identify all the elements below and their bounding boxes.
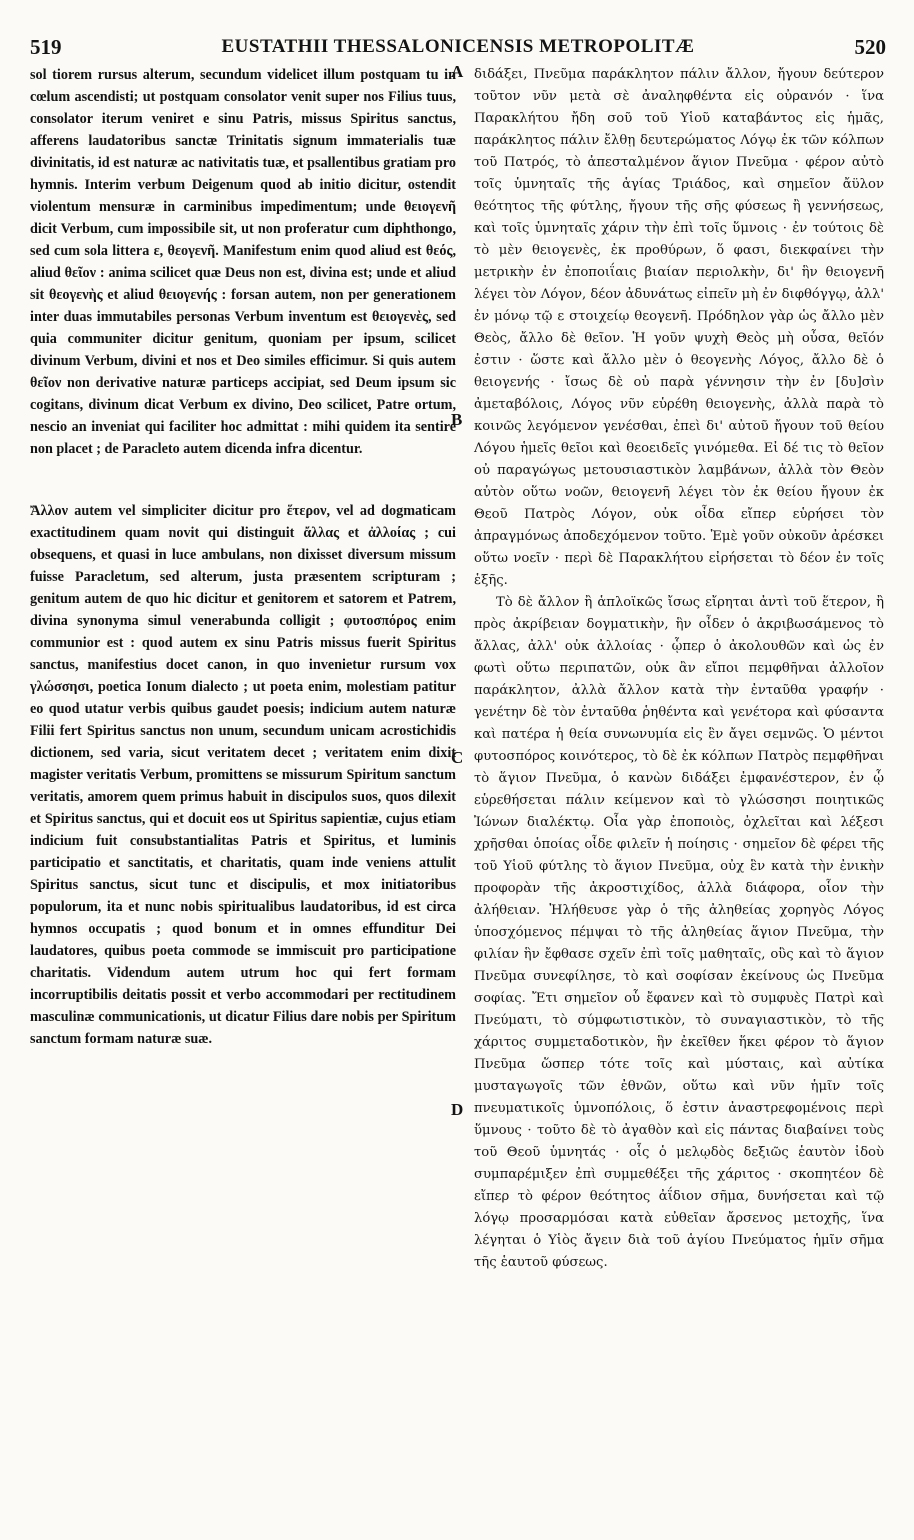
greek-column bbox=[474, 64, 884, 1274]
page-number-left: 519 bbox=[30, 34, 62, 59]
section-marker-b: B bbox=[451, 410, 463, 429]
section-marker-c: C bbox=[451, 748, 464, 767]
section-marker-d: D bbox=[451, 1100, 464, 1119]
latin-column bbox=[30, 64, 456, 1050]
running-title: EUSTATHII THESSALONICENSIS METROPOLITÆ bbox=[221, 36, 695, 57]
latin-paragraph-2: Ἄλλον autem vel simpliciter dicitur pro ἕτερον, vel ad dogmaticam exactitudinem quam novit qui distinguit ἄλλας et ἀλλοίας ; cui obsequens, et quasi in luce ambulans, non dixisset diversum missum fuisse Paracletum, sed alterum, justa præsentem scripturam ; genitum autem de quo hic dicitur et genitorem et satorem et Patrem, divina synonyma simul venerabunda colligit ; φυτοσπόρος enim communior est : quod autem ex sinu Patris missus fuerit Spiritus sanctus, manifestius docet canon, in quo invenietur rursum vox γλώσσησι, poetica Ionum dialecto ; ut poeta enim, molestiam patitur eo quod utatur verbis quibus gaudet poesis; indicium autem naturæ Filii fert Spiritus sanctus non unum, secundum unicam acrostichidis dictionem, sed varia, sicut veritatem decet ; veritatem enim dixit magister veritatis Verbum, promittens se missurum Spiritum sanctum veritatis, amorem quem primus habuit in discipulos suos, quos dilexit et Spiritus sanctus, qui et docuit eos ut Spiritus sapientiæ, cujus etiam indicium fuit consubstantialitas Patris et Spiritus, et luminis participatio et sanctitatis, et charitatis, quam inde veniens attulit Spiritus sanctus, sicut tunc et discipulis, et mox initiatoribus populorum, ita et nunc nobis spiritualibus laudatoribus, id est circa hymnos occupatis ; quod bonum et in omnes effunditur Dei laudatores, quibus poeta commode se immiscuit pro participatione charitatis. Videndum autem utrum hoc qui fert formam incorruptibilis deitatis possit et verbo accommodari per rectitudinem masculinæ communicationis, ut dicatur Filius dare nobis per Spiritum sanctum formam naturæ suæ. bbox=[30, 503, 456, 1047]
running-header bbox=[30, 30, 886, 64]
section-marker-a: A bbox=[451, 62, 464, 81]
latin-paragraph-1: sol tiorem rursus alterum, secundum videlicet illum postquam tu in cœlum ascendisti; ut postquam consolator venit super nos Filius tuus, consolator iterum veniret e sinu Patris, missus Spiritus sanctus, afferens laudatoribus sanctæ Trinitatis signum immaterialis tuæ divinitatis, id est naturæ ac nativitatis tuæ, et psallentibus gratiam pro hymnis. Interim verbum Deigenum quod ab initio dicitur, ostendit violentum mensuræ in carminibus impedimentum; unde θειογενῆ dicit Verbum, cum impossibile sit, ut non proferatur cum diphthongo, sed cum sola littera ε, θεογενῆ. Manifestum enim quod aliud est θεός, aliud θεῖον : anima scilicet quæ Deus non est, divina est; unde et aliud sit θεογενὴς et aliud θειογενής : forsan autem, non per generationem inter duas immutabiles personas Verbum inventum est θειογενὲς, sed quia communiter dicitur genitum, quoniam per ipsum, scilicet divinum Verbum, divini et nos et Deo similes efficimur. Si quis autem θεῖον non derivative naturæ particeps accipiat, sed Deum ipsum sic cogitans, divinum dicat Verbum ex divino, Deo scilicet, Patre ortum, nescio an inveniat qui faciliter hoc admittat : mihi quidem ita sentire non placet ; de Paracleto autem dicenda infra dicentur. bbox=[30, 67, 456, 457]
page-number-right: 520 bbox=[854, 34, 886, 59]
greek-paragraph-1: διδάξει, Πνεῦμα παράκλητον πάλιν ἄλλον, ἤγουν δεύτερον τοῦτον νῦν μετὰ σὲ ἀναληφθέντα εἰς οὐρανόν · ἵνα Παρακλήτου ἤδη σοῦ τοῦ Υἱοῦ καταβάντος εἰς ἡμᾶς, παράκλητος πάλιν ἔλθῃ δευτερώματος Λόγῳ ἐκ τῶν κόλπων τοῦ Πατρός, τὸ ἀπεσταλμένον ἅγιον Πνεῦμα · φέρον αὐτὸ τοῖς ὑμνηταῖς τῆς ἁγίας Τριάδος, καὶ σημεῖον ἄϋλον θεότητος τῆς φύτλης, ἤγουν τῆς σῆς φύσεως ἢ γεννήσεως, καὶ τοῖς ὑμνηταῖς χάριν τὴν ἐπὶ τοῖς ὕμνοις · ἐν τούτοις δὲ τὸ μὲν θειογενὲς, ἐκ προθύρων, ὅ φασι, διεκφαίνει τὴν μετρικὴν ἐν ἐποποιΐαις βιαίαν περιολκὴν, δι' ἣν θειογενῆ λέγει τὸν Λόγον, δέον ἀδυνάτως εἰπεῖν μὴ ἐν διφθόγγῳ, ἀλλ' ἐν μόνῳ τῷ ε στοιχείῳ θεογενῆ. Πρόδηλον γὰρ ὡς ἄλλο μὲν Θεὸς, ἄλλο δὲ θεῖον. Ἡ γοῦν ψυχὴ Θεὸς μὴ οὖσα, θεῖόν ἐστιν · ὥστε καὶ ἄλλο μὲν ὁ θεογενὴς Λόγος, ἄλλο δὲ ὁ θειογενής · ἴσως δὲ οὐ παρὰ γέννησιν τὴν ἐν [δυ]σὶν ἀμεταβόλοις, Λόγος νῦν εὑρέθη θειογενὴς, ἀλλὰ παρὰ τὸ κοινῶς λεγόμενον γενέσθαι, ἐπεὶ δι' αὐτοῦ ἤγουν τοῦ θείου Λόγου ἡμεῖς θεῖοι καὶ θεοειδεῖς γινόμεθα. Εἰ δέ τις τὸ θεῖον οὐ παραγώγως μετουσιαστικὸν λαμβάνων, ἀλλὰ τὸν Θεὸν αὐτὸν οὕτω νοῶν, θειογενῆ λέγει τὸν ἐκ θείου ἤγουν ἐκ Θεοῦ Πατρὸς Λόγον, οὐκ οἶδα εἴπερ εὑρήσει τὸν ἀπραγμόνως ἀποδεχόμενον τοῦτο. Ἐμὲ γοῦν οὐκοῦν ἀρέσκει οὕτω νοεῖν · περὶ δὲ Παρακλήτου εἰρήσεται τὸ δέον ἐν τοῖς ἑξῆς. bbox=[474, 67, 884, 588]
greek-paragraph-2: Τὸ δὲ ἄλλον ἢ ἁπλοϊκῶς ἴσως εἴρηται ἀντὶ τοῦ ἕτερον, ἢ πρὸς ἀκρίβειαν δογματικὴν, ἣν οἶδεν ὁ ἀκριβωσάμενος τὸ ἄλλας, ἀλλ' οὐκ ἀλλοίας · ᾧπερ ὁ ἀκολουθῶν καὶ ὡς ἐν φωτὶ οὕτω περιπατῶν, οὐκ ἂν εἴποι πεμφθῆναι ἀλλοῖον παράκλητον, ἀλλὰ ἄλλον κατὰ τὴν ἐνταῦθα γραφήν · γενέτην δὲ τὸν ἐνταῦθα ῥηθέντα καὶ γενέτορα καὶ φύσαντα καὶ πατέρα ἡ θεία συνωνυμία εἰς ἓν ἄγει σεμνῶς. Ὁ μέντοι φυτοσπόρος κοινότερος, τὸ δὲ ἐκ κόλπων Πατρὸς πεμφθῆναι τὸ ἅγιον Πνεῦμα, ὁ κανὼν διδάξει ἐμφανέστερον, ἐν ᾧ εὑρεθήσεται πάλιν κείμενον καὶ τὸ γλώσσησι ποιητικῶς Ἰώνων διαλέκτῳ. Οἷα γὰρ ἐποποιὸς, ὀχλεῖται καὶ λέξεσι χρῆσθαι ὁποίας οἶδε φιλεῖν ἡ ποίησις · σημεῖον δὲ φέρει τῆς τοῦ Υἱοῦ φύτλης τὸ ἅγιον Πνεῦμα, οὐχ ἓν κατὰ τὴν ἐνικὴν προφορὰν τῆς ἀκροστιχίδος, ἀλλὰ διάφορα, οἷον τὴν ἀλήθειαν. Ἠλήθευσε γὰρ ὁ τῆς ἀληθείας χορηγὸς Λόγος ὑποσχόμενος πέμψαι τὸ τῆς ἀληθείας ἅγιον Πνεῦμα, τὴν φιλίαν ἣν ἔφθασε σχεῖν ἐπὶ τοῖς μαθηταῖς, οὓς καὶ τὸ ἅγιον Πνεῦμα συνεφίλησε, τὸ καὶ σοφίσαν ἐκείνους ὡς Πνεῦμα σοφίας. Ἔτι σημεῖον οὗ ἔφανεν καὶ τὸ συμφυὲς Πατρὶ καὶ Πνεύματι, τὸ σύμφωτιστικὸν, τὸ συναγιαστικὸν, τὸ τῆς χάριτος συμμεταδοτικὸν, ἣν ἐκεῖθεν ἥκει φέρον τὸ ἅγιον Πνεῦμα ὥσπερ τότε τοῖς καὶ μύσταις, καὶ αὐτίκα μυσταγωγοῖς τῶν ἐθνῶν, οὕτω καὶ νῦν ἡμῖν τοῖς πνευματικοῖς ὑμνοπόλοις, ὅ ἐστιν ἀναστρεφομένοις περὶ ὕμνους · τοῦτο δὲ τὸ ἀγαθὸν καὶ εἰς πάντας διαβαίνει τοὺς τοῦ Θεοῦ ὑμνητάς · οἷς ὁ μελῳδὸς δεξιῶς ἑαυτὸν ἰδοὺ συμπαρέμιξεν ἐπὶ συμμεθέξει τῆς χάριτος · σκοπητέον δὲ εἴπερ τὸ φέρον θεότητος ἀΐδιον σῆμα, δυνήσεται καὶ τῷ λόγῳ προσαρμόσαι κατὰ εὐθεῖαν ἄρσενος μετοχῆς, ἵνα λέγηται ὁ Υἱὸς ἄγειν διὰ τοῦ ἁγίου Πνεύματος ἡμῖν σῆμα τῆς ἑαυτοῦ φύσεως. bbox=[474, 595, 884, 1270]
